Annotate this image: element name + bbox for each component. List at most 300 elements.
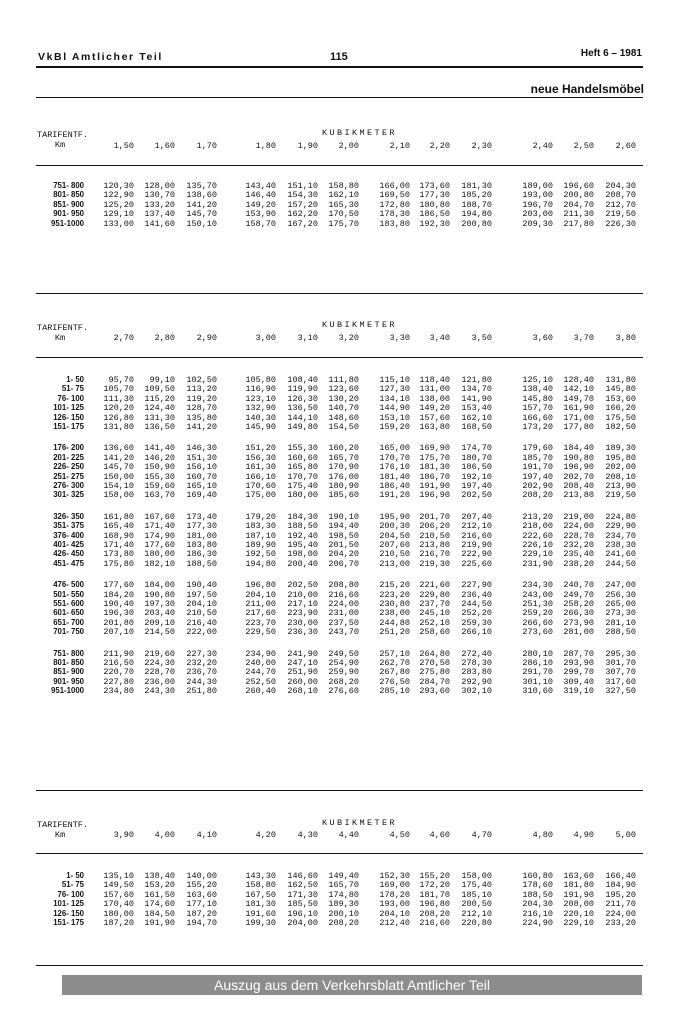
table-cell: 131,80	[605, 375, 636, 385]
table-cell: 143,30	[245, 871, 276, 881]
table-top-rule	[36, 293, 643, 294]
table-cell: 259,30	[461, 617, 492, 628]
table-cell: 131,00	[419, 384, 450, 395]
table-cell: 202,00	[605, 462, 636, 473]
table-top-rule	[36, 790, 643, 791]
table-cell: 231,90	[522, 558, 553, 569]
table-cell: 178,30	[379, 209, 410, 220]
table-cell: 215,20	[379, 580, 410, 591]
table-cell: 196,30	[103, 608, 134, 619]
row-km-range: 451- 475	[53, 558, 84, 568]
row-km-range: 1- 50	[66, 375, 84, 384]
table-cell: 213,00	[379, 558, 410, 569]
table-cell: 115,10	[379, 375, 410, 385]
table-cell: 251,20	[379, 627, 410, 638]
table-cell: 128,40	[563, 375, 594, 385]
table-cell: 224,90	[522, 918, 553, 928]
table-cell: 212,10	[461, 521, 492, 532]
table-cell: 192,50	[245, 549, 276, 560]
table-cell: 180,00	[103, 908, 134, 919]
table-cell: 140,00	[186, 871, 217, 881]
table-cell: 181,30	[245, 899, 276, 910]
row-km-range: 376- 400	[53, 530, 84, 540]
table-cell: 95,70	[108, 375, 134, 385]
table-cell: 268,10	[287, 686, 318, 697]
table-cell: 276,60	[328, 686, 359, 697]
table-cell: 162,20	[287, 209, 318, 220]
table-cell: 150,00	[103, 471, 134, 482]
table-cell: 256,30	[605, 589, 636, 600]
table-cell: 141,20	[186, 422, 217, 432]
table-cell: 228,70	[563, 530, 594, 541]
row-km-range: 601- 650	[53, 608, 84, 618]
table-cell: 160,60	[287, 452, 318, 463]
table-cell: 151,30	[186, 452, 217, 463]
table-cell: 244,80	[379, 617, 410, 628]
column-header: 4,60	[429, 830, 450, 840]
table-cell: 175,40	[287, 481, 318, 491]
table-cell: 219,00	[563, 511, 594, 522]
table-cell: 126,30	[287, 393, 318, 404]
table-cell: 113,20	[186, 384, 217, 395]
table-cell: 171,40	[103, 540, 134, 550]
column-header: 3,50	[471, 333, 492, 343]
table-cell: 249,70	[563, 589, 594, 600]
row-km-range: 51- 75	[61, 384, 84, 394]
table-cell: 126,80	[103, 412, 134, 423]
table-cell: 245,10	[419, 608, 450, 619]
table-cell: 293,60	[419, 686, 450, 697]
table-cell: 154,30	[287, 190, 318, 201]
table-cell: 238,20	[563, 558, 594, 569]
table-cell: 216,40	[186, 617, 217, 628]
table-cell: 197,40	[522, 471, 553, 482]
row-km-range: 801- 850	[53, 658, 84, 667]
table-cell: 192,10	[461, 471, 492, 482]
table-cell: 217,80	[563, 218, 594, 229]
table-cell: 178,60	[522, 880, 553, 891]
row-km-range: 76- 100	[57, 393, 84, 403]
column-header: 4,90	[573, 830, 594, 840]
table-cell: 158,00	[103, 490, 134, 501]
table-cell: 195,80	[605, 452, 636, 463]
table-cell: 165,00	[379, 443, 410, 454]
table-cell: 234,90	[245, 648, 276, 659]
table-cell: 225,60	[461, 558, 492, 569]
tarif-header	[37, 820, 89, 840]
table-cell: 181,40	[379, 471, 410, 482]
table-cell: 128,70	[186, 403, 217, 414]
table-cell: 135,70	[186, 181, 217, 191]
table-cell: 228,70	[144, 667, 175, 678]
table-cell: 208,70	[605, 190, 636, 201]
table-cell: 216,60	[461, 530, 492, 541]
table-cell: 184,40	[563, 443, 594, 454]
column-header: 1,70	[196, 141, 217, 151]
table-cell: 237,50	[328, 617, 359, 628]
table-cell: 220,80	[461, 918, 492, 928]
row-km-range: 951-1000	[51, 686, 84, 696]
table-cell: 265,00	[605, 599, 636, 609]
table-cell: 155,20	[186, 880, 217, 891]
table-cell: 230,80	[379, 599, 410, 609]
table-cell: 229,90	[605, 521, 636, 532]
table-cell: 218,00	[522, 521, 553, 532]
row-km-range: 951-1000	[51, 218, 84, 228]
column-header: 1,80	[255, 141, 276, 151]
table-cell: 134,70	[461, 384, 492, 395]
table-cell: 292,90	[461, 676, 492, 687]
table-cell: 160,20	[328, 443, 359, 454]
table-cell: 191,60	[245, 908, 276, 919]
row-km-range: 51- 75	[61, 880, 84, 890]
table-cell: 127,30	[379, 384, 410, 395]
table-cell: 252,20	[461, 608, 492, 619]
table-cell: 287,70	[563, 648, 594, 659]
column-header: 4,40	[338, 830, 359, 840]
table-cell: 166,60	[522, 412, 553, 423]
table-cell: 169,50	[379, 190, 410, 201]
table-cell: 186,50	[419, 209, 450, 220]
table-cell: 204,50	[379, 530, 410, 541]
column-header: 2,80	[154, 333, 175, 343]
table-cell: 138,00	[419, 393, 450, 404]
column-header: 4,20	[255, 830, 276, 840]
table-cell: 204,10	[245, 589, 276, 600]
table-cell: 174,60	[144, 899, 175, 910]
table-cell: 202,70	[563, 471, 594, 482]
section-subtitle: neue Handelsmöbel	[530, 82, 644, 96]
table-cell: 138,60	[186, 190, 217, 201]
table-cell: 177,30	[419, 190, 450, 201]
table-cell: 284,70	[419, 676, 450, 687]
table-cell: 140,30	[245, 412, 276, 423]
table-cell: 183,80	[379, 218, 410, 229]
table-cell: 173,20	[522, 422, 553, 432]
table-cell: 200,40	[287, 558, 318, 569]
table-cell: 186,40	[379, 481, 410, 491]
table-cell: 130,70	[144, 190, 175, 201]
column-header: 4,30	[297, 830, 318, 840]
table-top-rule	[36, 97, 643, 98]
row-km-range: 101- 125	[53, 899, 84, 909]
table-cell: 170,40	[103, 899, 134, 910]
table-cell: 182,10	[144, 558, 175, 569]
table-cell: 309,40	[563, 676, 594, 687]
table-cell: 177,60	[103, 580, 134, 591]
table-cell: 198,50	[328, 530, 359, 541]
table-cell: 183,30	[245, 521, 276, 532]
table-cell: 252,10	[419, 617, 450, 628]
table-cell: 131,80	[103, 422, 134, 432]
table-cell: 181,00	[186, 530, 217, 541]
table-cell: 273,60	[522, 627, 553, 638]
table-cell: 154,10	[103, 481, 134, 491]
table-cell: 236,30	[287, 627, 318, 638]
table-cell: 224,00	[563, 521, 594, 532]
table-cell: 176,10	[379, 462, 410, 473]
table-cell: 194,70	[186, 918, 217, 928]
table-cell: 178,20	[379, 889, 410, 900]
table-cell: 213,90	[605, 481, 636, 491]
header-rule	[36, 66, 643, 68]
table-cell: 174,90	[144, 530, 175, 541]
table-cell: 260,00	[287, 676, 318, 687]
table-cell: 210,50	[419, 530, 450, 541]
column-header: 2,40	[532, 141, 553, 151]
row-km-range: 101- 125	[53, 403, 84, 413]
table-cell: 293,90	[563, 658, 594, 668]
table-cell: 161,90	[563, 403, 594, 414]
table-cell: 165,70	[328, 880, 359, 891]
table-cell: 283,80	[461, 667, 492, 678]
table-cell: 216,70	[419, 549, 450, 560]
table-cell: 177,60	[144, 540, 175, 550]
table-cell: 208,80	[328, 580, 359, 591]
table-cell: 275,80	[419, 667, 450, 678]
bottom-rule	[36, 965, 643, 966]
table-cell: 222,60	[522, 530, 553, 541]
table-cell: 236,40	[461, 589, 492, 600]
table-cell: 213,80	[419, 540, 450, 550]
table-cell: 230,00	[287, 617, 318, 628]
table-cell: 209,30	[522, 218, 553, 229]
table-cell: 208,20	[522, 490, 553, 501]
table-cell: 177,10	[186, 899, 217, 910]
table-cell: 169,90	[419, 443, 450, 454]
table-cell: 243,00	[522, 589, 553, 600]
table-cell: 116,90	[245, 384, 276, 395]
table-cell: 189,90	[245, 540, 276, 550]
table-cell: 175,80	[103, 558, 134, 569]
table-cell: 162,50	[287, 880, 318, 891]
table-cell: 159,60	[144, 481, 175, 491]
table-cell: 133,20	[144, 199, 175, 210]
column-header: 3,40	[429, 333, 450, 343]
table-cell: 130,20	[328, 393, 359, 404]
table-cell: 231,00	[328, 608, 359, 619]
table-cell: 144,10	[287, 412, 318, 423]
table-cell: 208,20	[419, 908, 450, 919]
table-cell: 223,70	[245, 617, 276, 628]
table-cell: 295,30	[605, 648, 636, 659]
table-cell: 310,60	[522, 686, 553, 697]
table-cell: 157,60	[419, 412, 450, 423]
table-cell: 145,80	[522, 393, 553, 404]
row-km-range: 751- 800	[53, 181, 84, 190]
table-cell: 235,40	[563, 549, 594, 560]
table-cell: 149,20	[419, 403, 450, 414]
column-header: 2,10	[389, 141, 410, 151]
table-cell: 229,50	[245, 627, 276, 638]
table-cell: 149,80	[287, 422, 318, 432]
table-cell: 229,10	[563, 918, 594, 928]
table-cell: 211,00	[245, 599, 276, 609]
table-cell: 131,30	[144, 412, 175, 423]
table-cell: 165,80	[287, 462, 318, 473]
table-cell: 221,60	[419, 580, 450, 591]
table-cell: 160,80	[522, 871, 553, 881]
table-cell: 229,10	[522, 549, 553, 560]
table-cell: 180,90	[328, 481, 359, 491]
table-cell: 211,70	[605, 899, 636, 910]
column-header: 3,90	[113, 830, 134, 840]
table-cell: 244,30	[186, 676, 217, 687]
table-cell: 109,50	[144, 384, 175, 395]
table-cell: 301,70	[605, 658, 636, 668]
table-cell: 124,40	[144, 403, 175, 414]
table-cell: 195,90	[379, 511, 410, 522]
table-cell: 200,80	[563, 190, 594, 201]
table-cell: 153,40	[461, 403, 492, 414]
table-cell: 204,00	[287, 918, 318, 928]
table-cell: 189,30	[328, 899, 359, 910]
table-cell: 158,00	[461, 871, 492, 881]
table-cell: 260,40	[245, 686, 276, 697]
table-cell: 176,00	[328, 471, 359, 482]
table-cell: 167,50	[245, 889, 276, 900]
table-cell: 186,50	[461, 462, 492, 473]
table-cell: 182,50	[605, 422, 636, 432]
table-cell: 243,30	[144, 686, 175, 697]
row-km-range: 126- 150	[53, 412, 84, 422]
table-cell: 180,70	[461, 452, 492, 463]
table-cell: 191,70	[522, 462, 553, 473]
table-cell: 169,40	[186, 490, 217, 501]
table-cell: 184,90	[605, 880, 636, 891]
table-cell: 216,10	[522, 908, 553, 919]
table-cell: 193,00	[522, 190, 553, 201]
table-cell: 183,80	[186, 540, 217, 550]
table-cell: 208,10	[605, 471, 636, 482]
table-cell: 212,10	[461, 908, 492, 919]
table-cell: 156,30	[245, 452, 276, 463]
table-cell: 197,30	[144, 599, 175, 609]
table-cell: 224,30	[144, 658, 175, 668]
table-cell: 266,60	[522, 617, 553, 628]
table-cell: 163,70	[144, 490, 175, 501]
column-header: 3,80	[615, 333, 636, 343]
table-cell: 189,00	[522, 181, 553, 191]
table-cell: 240,70	[563, 580, 594, 591]
table-cell: 223,90	[287, 608, 318, 619]
column-header: 4,50	[389, 830, 410, 840]
table-cell: 175,00	[245, 490, 276, 501]
table-cell: 238,30	[605, 540, 636, 550]
table-cell: 240,00	[245, 658, 276, 668]
table-cell: 145,70	[186, 209, 217, 220]
table-cell: 202,50	[461, 490, 492, 501]
table-cell: 234,80	[103, 686, 134, 697]
column-header: 3,30	[389, 333, 410, 343]
table-cell: 151,20	[245, 443, 276, 454]
table-cell: 135,80	[186, 412, 217, 423]
table-cell: 281,10	[605, 617, 636, 628]
table-cell: 201,50	[328, 540, 359, 550]
table-cell: 203,00	[522, 209, 553, 220]
table-cell: 121,80	[461, 375, 492, 385]
row-km-range: 201- 225	[53, 452, 84, 462]
table-cell: 194,80	[461, 209, 492, 220]
table-cell: 206,70	[328, 558, 359, 569]
table-cell: 224,00	[605, 908, 636, 919]
table-cell: 266,10	[461, 627, 492, 638]
table-cell: 125,10	[522, 375, 553, 385]
table-cell: 150,10	[186, 218, 217, 229]
row-km-range: 151- 175	[53, 422, 84, 431]
column-header: 2,00	[338, 141, 359, 151]
table-cell: 204,30	[522, 899, 553, 910]
table-cell: 170,50	[328, 209, 359, 220]
table-cell: 119,20	[186, 393, 217, 404]
table-cell: 209,10	[144, 617, 175, 628]
table-cell: 187,10	[245, 530, 276, 541]
table-cell: 268,20	[328, 676, 359, 687]
table-cell: 190,40	[186, 580, 217, 591]
table-cell: 163,60	[563, 871, 594, 881]
table-cell: 198,00	[287, 549, 318, 560]
table-cell: 204,20	[328, 549, 359, 560]
table-cell: 219,30	[419, 558, 450, 569]
table-cell: 162,10	[461, 412, 492, 423]
table-cell: 188,50	[287, 521, 318, 532]
table-cell: 151,10	[287, 181, 318, 191]
table-cell: 266,30	[563, 608, 594, 619]
table-cell: 143,40	[245, 181, 276, 191]
table-cell: 236,70	[186, 667, 217, 678]
table-cell: 171,40	[144, 521, 175, 532]
tarif-label: TARIFENTF.	[37, 130, 89, 140]
table-cell: 234,30	[522, 580, 553, 591]
table-cell: 216,50	[103, 658, 134, 668]
table-header-rule	[36, 357, 643, 358]
table-cell: 179,20	[245, 511, 276, 522]
table-cell: 172,80	[379, 199, 410, 210]
table-cell: 200,30	[379, 521, 410, 532]
table-cell: 170,70	[287, 471, 318, 482]
column-header: 3,60	[532, 333, 553, 343]
table-cell: 149,40	[328, 871, 359, 881]
table-cell: 185,60	[328, 490, 359, 501]
table-cell: 278,30	[461, 658, 492, 668]
row-km-range: 276- 300	[53, 481, 84, 490]
table-cell: 165,40	[103, 521, 134, 532]
table-cell: 224,80	[605, 511, 636, 522]
table-cell: 299,70	[563, 667, 594, 678]
table-cell: 174,80	[328, 889, 359, 900]
row-km-range: 326- 350	[53, 511, 84, 521]
row-km-range: 226- 250	[53, 462, 84, 472]
table-cell: 227,30	[186, 648, 217, 659]
table-cell: 244,50	[461, 599, 492, 609]
table-cell: 141,60	[144, 218, 175, 229]
page-number: 115	[330, 51, 348, 63]
tarif-label: TARIFENTF.	[37, 820, 89, 830]
table-cell: 175,70	[328, 218, 359, 229]
table-cell: 99,10	[149, 375, 175, 385]
table-cell: 197,50	[186, 589, 217, 600]
column-header: 5,00	[615, 830, 636, 840]
table-cell: 184,20	[103, 589, 134, 600]
table-cell: 153,10	[379, 412, 410, 423]
table-cell: 155,20	[419, 871, 450, 881]
table-cell: 133,00	[103, 218, 134, 229]
table-cell: 190,40	[103, 599, 134, 609]
table-cell: 162,10	[328, 190, 359, 201]
table-cell: 152,30	[379, 871, 410, 881]
table-cell: 258,60	[419, 627, 450, 638]
table-cell: 181,30	[419, 462, 450, 473]
